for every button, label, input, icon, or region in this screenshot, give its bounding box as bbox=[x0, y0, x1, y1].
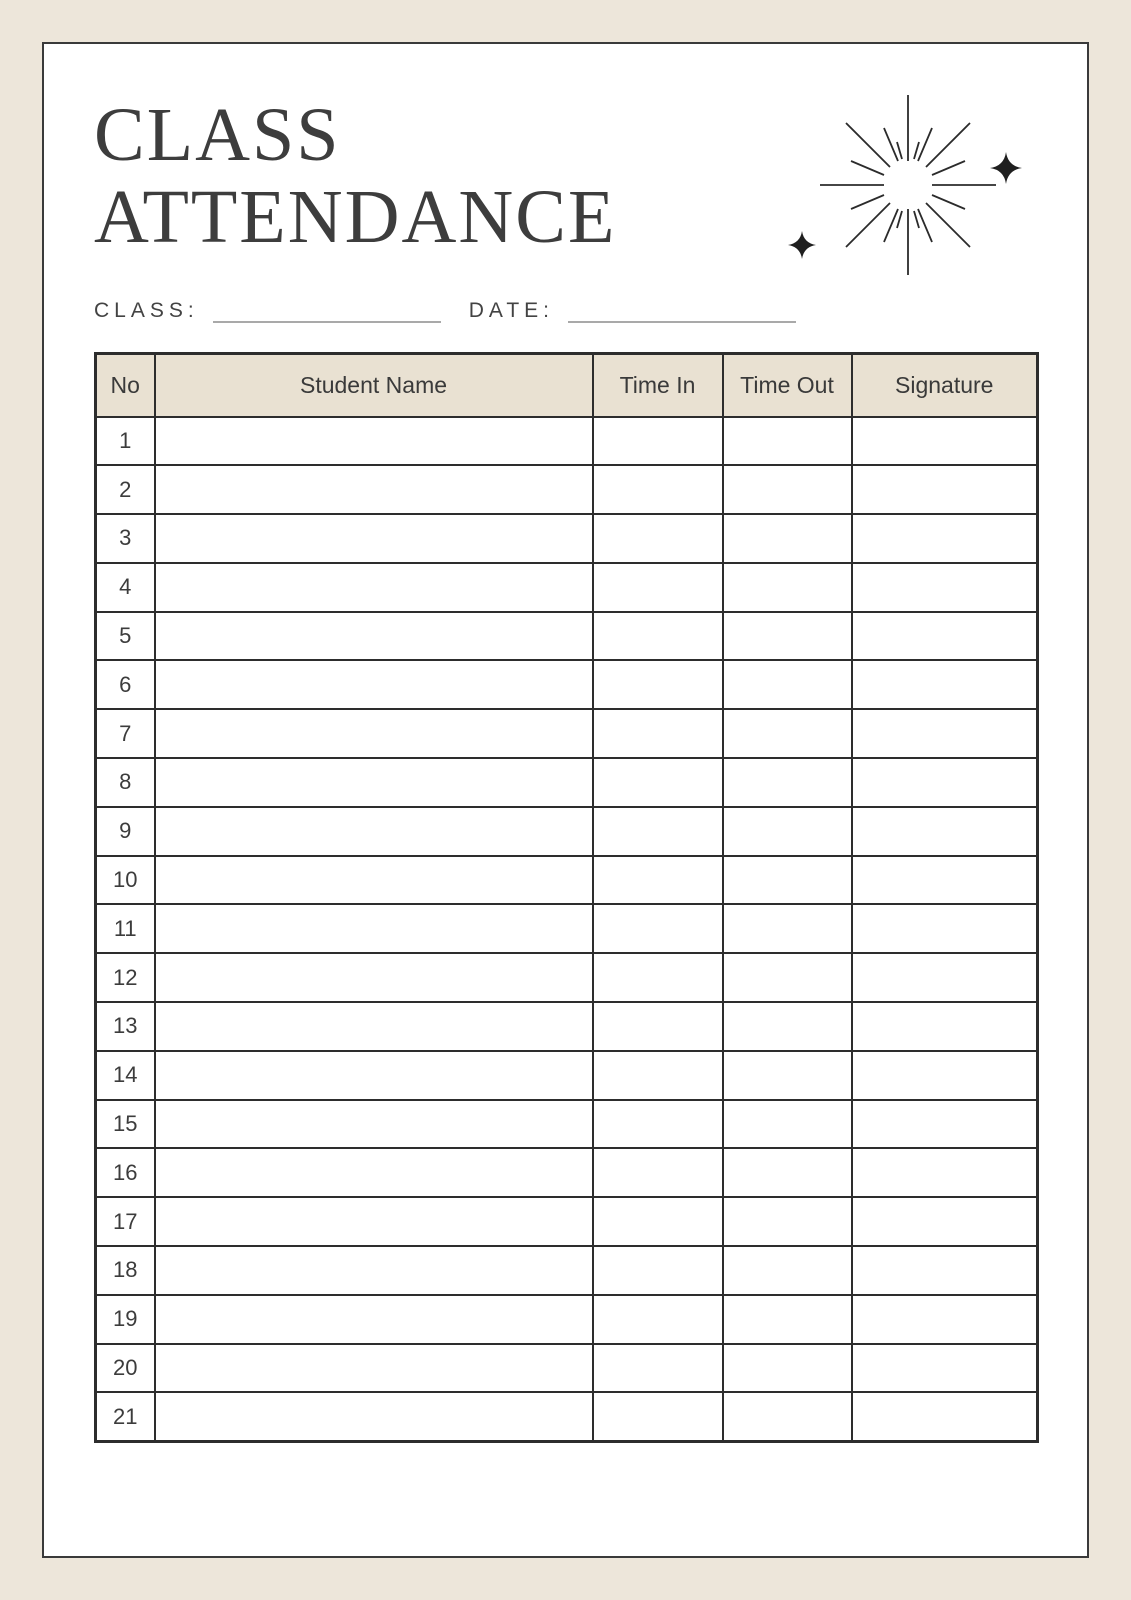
student-name-cell[interactable] bbox=[155, 953, 593, 1002]
signature-cell[interactable] bbox=[852, 612, 1038, 661]
table-row bbox=[96, 1002, 1038, 1051]
column-header-no: No bbox=[96, 354, 155, 417]
time-in-cell[interactable] bbox=[593, 1246, 723, 1295]
row-number: 2 bbox=[96, 465, 155, 514]
row-number: 20 bbox=[96, 1344, 155, 1393]
table-row bbox=[96, 904, 1038, 953]
signature-cell[interactable] bbox=[852, 1295, 1038, 1344]
time-in-cell[interactable] bbox=[593, 563, 723, 612]
time-out-cell[interactable] bbox=[723, 1197, 852, 1246]
row-number: 16 bbox=[96, 1148, 155, 1197]
attendance-rows bbox=[96, 417, 1038, 1442]
column-header-student-name: Student Name bbox=[155, 354, 593, 417]
row-number: 13 bbox=[96, 1002, 155, 1051]
student-name-cell[interactable] bbox=[155, 1295, 593, 1344]
student-name-cell[interactable] bbox=[155, 856, 593, 905]
row-number: 21 bbox=[96, 1392, 155, 1441]
table-row bbox=[96, 612, 1038, 661]
time-out-cell[interactable] bbox=[723, 1002, 852, 1051]
table-row bbox=[96, 1197, 1038, 1246]
student-name-cell[interactable] bbox=[155, 807, 593, 856]
time-out-cell[interactable] bbox=[723, 660, 852, 709]
time-out-cell[interactable] bbox=[723, 953, 852, 1002]
signature-cell[interactable] bbox=[852, 904, 1038, 953]
table-row bbox=[96, 758, 1038, 807]
student-name-cell[interactable] bbox=[155, 465, 593, 514]
row-number: 18 bbox=[96, 1246, 155, 1295]
time-out-cell[interactable] bbox=[723, 758, 852, 807]
time-in-cell[interactable] bbox=[593, 1051, 723, 1100]
starburst-decoration bbox=[768, 80, 1030, 292]
signature-cell[interactable] bbox=[852, 758, 1038, 807]
time-out-cell[interactable] bbox=[723, 465, 852, 514]
form-fields bbox=[94, 300, 1037, 321]
student-name-cell[interactable] bbox=[155, 1002, 593, 1051]
student-name-cell[interactable] bbox=[155, 514, 593, 563]
row-number: 10 bbox=[96, 856, 155, 905]
student-name-cell[interactable] bbox=[155, 1051, 593, 1100]
page-title-line-1: CLASS bbox=[94, 93, 341, 177]
row-number: 17 bbox=[96, 1197, 155, 1246]
time-out-cell[interactable] bbox=[723, 1392, 852, 1441]
attendance-table bbox=[94, 352, 1039, 1443]
signature-cell[interactable] bbox=[852, 1344, 1038, 1393]
time-out-cell[interactable] bbox=[723, 856, 852, 905]
table-row bbox=[96, 709, 1038, 758]
student-name-cell[interactable] bbox=[155, 1197, 593, 1246]
four-point-star-icon bbox=[788, 231, 816, 259]
student-name-cell[interactable] bbox=[155, 904, 593, 953]
time-out-cell[interactable] bbox=[723, 1051, 852, 1100]
signature-cell[interactable] bbox=[852, 563, 1038, 612]
time-in-cell[interactable] bbox=[593, 1002, 723, 1051]
table-row bbox=[96, 1295, 1038, 1344]
row-number: 3 bbox=[96, 514, 155, 563]
signature-cell[interactable] bbox=[852, 953, 1038, 1002]
row-number: 12 bbox=[96, 953, 155, 1002]
date-input-line[interactable] bbox=[568, 307, 796, 323]
table-row bbox=[96, 514, 1038, 563]
signature-cell[interactable] bbox=[852, 1197, 1038, 1246]
time-in-cell[interactable] bbox=[593, 612, 723, 661]
table-row bbox=[96, 1392, 1038, 1441]
row-number: 11 bbox=[96, 904, 155, 953]
row-number: 14 bbox=[96, 1051, 155, 1100]
time-in-cell[interactable] bbox=[593, 660, 723, 709]
time-in-cell[interactable] bbox=[593, 856, 723, 905]
signature-cell[interactable] bbox=[852, 1002, 1038, 1051]
time-in-cell[interactable] bbox=[593, 758, 723, 807]
row-number: 4 bbox=[96, 563, 155, 612]
signature-cell[interactable] bbox=[852, 856, 1038, 905]
time-in-cell[interactable] bbox=[593, 1197, 723, 1246]
time-in-cell[interactable] bbox=[593, 709, 723, 758]
time-in-cell[interactable] bbox=[593, 465, 723, 514]
table-row bbox=[96, 1100, 1038, 1149]
row-number: 9 bbox=[96, 807, 155, 856]
table-row bbox=[96, 417, 1038, 466]
student-name-cell[interactable] bbox=[155, 563, 593, 612]
signature-cell[interactable] bbox=[852, 514, 1038, 563]
row-number: 7 bbox=[96, 709, 155, 758]
table-row bbox=[96, 465, 1038, 514]
signature-cell[interactable] bbox=[852, 1392, 1038, 1441]
four-point-star-icon bbox=[990, 152, 1022, 184]
signature-cell[interactable] bbox=[852, 660, 1038, 709]
student-name-cell[interactable] bbox=[155, 709, 593, 758]
time-out-cell[interactable] bbox=[723, 709, 852, 758]
time-in-cell[interactable] bbox=[593, 514, 723, 563]
time-in-cell[interactable] bbox=[593, 417, 723, 466]
signature-cell[interactable] bbox=[852, 1100, 1038, 1149]
time-out-cell[interactable] bbox=[723, 904, 852, 953]
attendance-table-header bbox=[96, 354, 1038, 417]
signature-cell[interactable] bbox=[852, 465, 1038, 514]
signature-cell[interactable] bbox=[852, 1148, 1038, 1197]
table-row bbox=[96, 1051, 1038, 1100]
starburst-icon bbox=[768, 80, 1030, 292]
class-label: CLASS: bbox=[94, 299, 199, 322]
time-out-cell[interactable] bbox=[723, 612, 852, 661]
time-out-cell[interactable] bbox=[723, 1295, 852, 1344]
signature-cell[interactable] bbox=[852, 709, 1038, 758]
table-row bbox=[96, 807, 1038, 856]
table-row bbox=[96, 563, 1038, 612]
time-out-cell[interactable] bbox=[723, 417, 852, 466]
student-name-cell[interactable] bbox=[155, 1344, 593, 1393]
table-row bbox=[96, 660, 1038, 709]
signature-cell[interactable] bbox=[852, 1246, 1038, 1295]
table-row bbox=[96, 1246, 1038, 1295]
student-name-cell[interactable] bbox=[155, 417, 593, 466]
time-in-cell[interactable] bbox=[593, 1148, 723, 1197]
student-name-cell[interactable] bbox=[155, 612, 593, 661]
page-title-line-2: ATTENDANCE bbox=[94, 175, 617, 259]
signature-cell[interactable] bbox=[852, 1051, 1038, 1100]
time-out-cell[interactable] bbox=[723, 807, 852, 856]
row-number: 1 bbox=[96, 417, 155, 466]
time-in-cell[interactable] bbox=[593, 904, 723, 953]
time-out-cell[interactable] bbox=[723, 1246, 852, 1295]
signature-cell[interactable] bbox=[852, 417, 1038, 466]
row-number: 6 bbox=[96, 660, 155, 709]
class-input-line[interactable] bbox=[213, 307, 441, 323]
row-number: 8 bbox=[96, 758, 155, 807]
time-out-cell[interactable] bbox=[723, 1344, 852, 1393]
column-header-signature: Signature bbox=[852, 354, 1038, 417]
time-in-cell[interactable] bbox=[593, 1100, 723, 1149]
student-name-cell[interactable] bbox=[155, 758, 593, 807]
time-in-cell[interactable] bbox=[593, 1344, 723, 1393]
student-name-cell[interactable] bbox=[155, 1148, 593, 1197]
column-header-time-in: Time In bbox=[593, 354, 723, 417]
row-number: 19 bbox=[96, 1295, 155, 1344]
student-name-cell[interactable] bbox=[155, 660, 593, 709]
table-row bbox=[96, 953, 1038, 1002]
time-in-cell[interactable] bbox=[593, 1392, 723, 1441]
time-out-cell[interactable] bbox=[723, 514, 852, 563]
signature-cell[interactable] bbox=[852, 807, 1038, 856]
date-label: DATE: bbox=[468, 299, 554, 322]
table-row bbox=[96, 1344, 1038, 1393]
time-out-cell[interactable] bbox=[723, 563, 852, 612]
table-row bbox=[96, 856, 1038, 905]
column-header-time-out: Time Out bbox=[723, 354, 852, 417]
time-in-cell[interactable] bbox=[593, 807, 723, 856]
time-in-cell[interactable] bbox=[593, 1295, 723, 1344]
time-out-cell[interactable] bbox=[723, 1148, 852, 1197]
student-name-cell[interactable] bbox=[155, 1392, 593, 1441]
student-name-cell[interactable] bbox=[155, 1246, 593, 1295]
row-number: 15 bbox=[96, 1100, 155, 1149]
student-name-cell[interactable] bbox=[155, 1100, 593, 1149]
time-in-cell[interactable] bbox=[593, 953, 723, 1002]
table-row bbox=[96, 1148, 1038, 1197]
time-out-cell[interactable] bbox=[723, 1100, 852, 1149]
row-number: 5 bbox=[96, 612, 155, 661]
attendance-sheet bbox=[42, 42, 1089, 1558]
